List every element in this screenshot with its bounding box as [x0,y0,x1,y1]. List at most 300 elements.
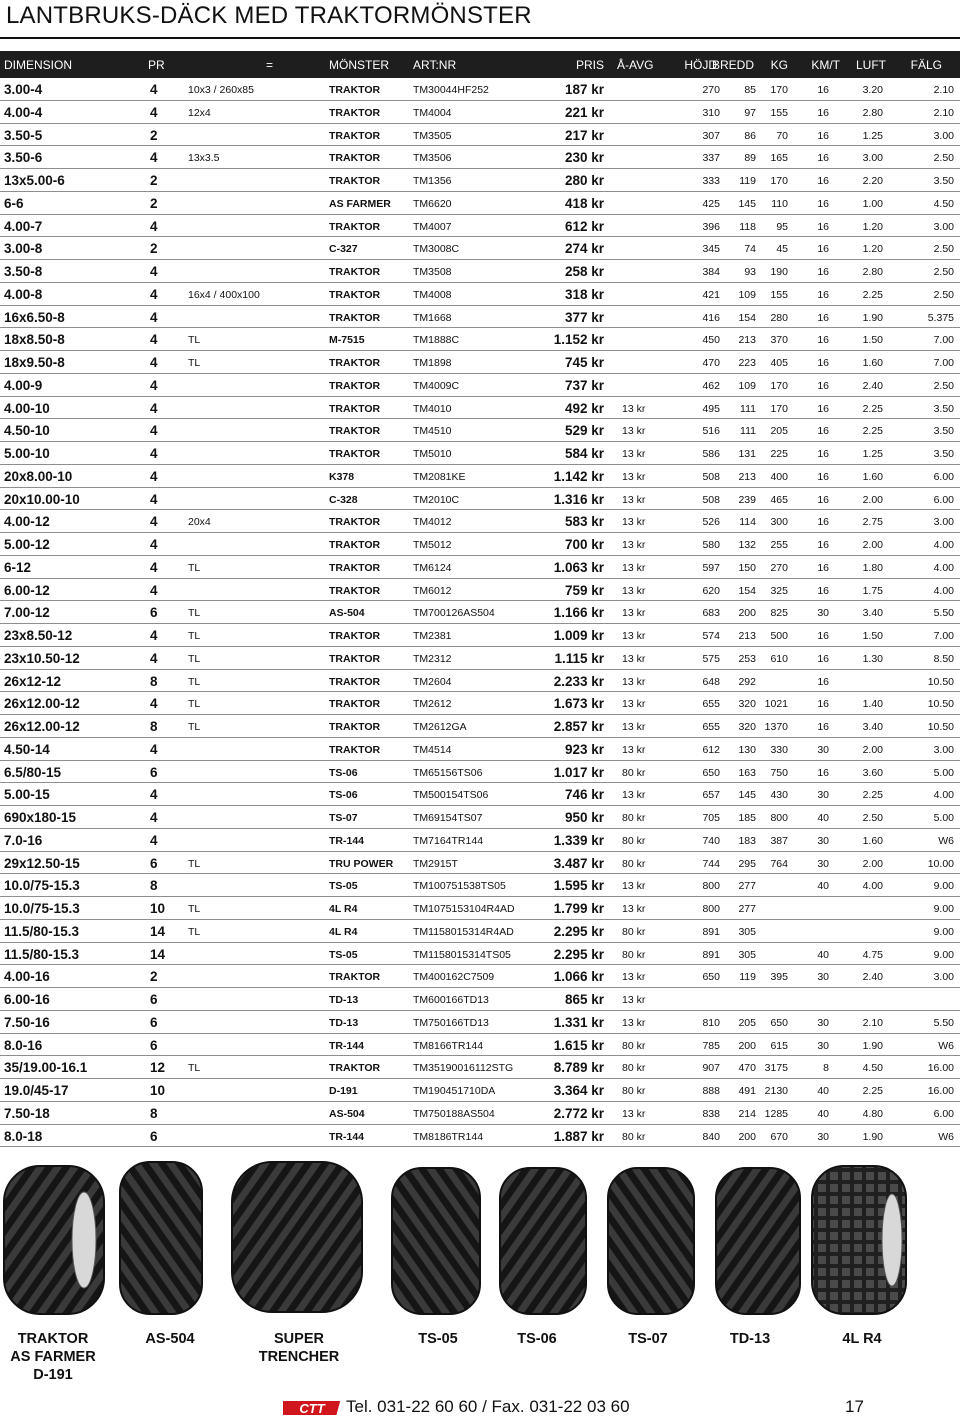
cell-bredd: 183 [738,834,756,847]
cell-aavg: 13 kr [622,493,646,506]
tire-super-trencher [232,1162,362,1312]
cell-kg: 430 [770,789,788,802]
cell-kg: 1370 [764,721,788,733]
cell-monster: TRAKTOR [329,630,381,642]
cell-dimension: 6-6 [4,195,24,211]
cell-kmt: 40 [817,948,829,961]
table-row [0,488,960,511]
cell-pris: 1.009 kr [553,628,604,643]
cell-artnr: TM2381 [413,630,452,642]
cell-artnr: TM8166TR144 [413,1039,484,1052]
cell-hojd: 597 [702,561,720,574]
cell-pris: 1.673 kr [553,696,604,712]
cell-dimension: 18x9.50-8 [4,355,65,370]
cell-aavg: 13 kr [622,994,646,1006]
cell-monster: TRAKTOR [329,84,381,96]
cell-bredd: 200 [738,607,756,620]
cell-kmt: 16 [817,425,829,438]
cell-falg: 16.00 [927,1085,954,1097]
cell-falg: W6 [938,834,954,847]
cell-artnr: TM3008C [413,243,460,256]
cell-dimension: 4.50-10 [4,423,50,439]
cell-pris: 221 kr [564,104,604,120]
cell-kg: 825 [770,607,788,620]
cell-pris: 492 kr [564,400,604,416]
cell-artnr: TM3508 [413,266,452,278]
cell-kg: 300 [770,516,788,529]
header-pr: PR [148,58,165,72]
ctt-logo [283,1398,341,1423]
tire-label-ts05: TS-05 [418,1331,458,1347]
cell-hojd: 785 [702,1039,720,1052]
cell-pr: 4 [150,150,158,166]
cell-pr: 6 [150,1037,158,1053]
cell-kg: 610 [770,652,788,665]
cell-artnr: TM6620 [413,197,452,210]
cell-falg: 5.375 [927,311,954,324]
cell-dimension: 20x10.00-10 [4,491,80,507]
cell-monster: TRAKTOR [329,971,381,984]
table-row [0,647,960,670]
cell-kg: 170 [770,84,788,96]
cell-bredd: 200 [738,1039,756,1052]
cell-pr: 10 [150,1083,166,1098]
cell-kg: 405 [770,357,788,369]
tire-td13 [716,1168,800,1314]
table-row [0,101,960,124]
cell-kg: 155 [770,106,788,119]
cell-aavg: 13 kr [622,903,646,915]
cell-bredd: 89 [744,152,756,165]
cell-pr: 4 [150,741,158,757]
cell-pris: 187 kr [564,82,604,97]
cell-artnr: TM8186TR144 [413,1130,484,1143]
header-kg: KG [770,58,788,72]
cell-dimension: 20x8.00-10 [4,468,73,484]
cell-pr: 4 [150,332,158,348]
cell-dimension: 26x12.00-12 [4,696,80,712]
table-row [0,533,960,556]
cell-bredd: 213 [738,470,756,483]
table-row [0,146,960,169]
cell-kmt: 30 [817,834,829,847]
cell-falg: 3.00 [933,220,954,233]
cell-artnr: TM6012 [413,584,452,597]
cell-aavg: 13 kr [622,789,646,802]
cell-luft: 1.25 [862,448,883,460]
cell-artnr: TM1158015314R4AD [413,925,514,938]
cell-bredd: 277 [738,903,756,915]
cell-falg: 3.00 [933,129,954,142]
cell-pris: 1.339 kr [553,832,604,848]
cell-hojd: 270 [702,84,720,96]
cell-falg: 4.00 [933,539,954,551]
cell-kg: 165 [770,152,788,165]
cell-pr: 10 [150,901,166,916]
cell-falg: 5.50 [933,607,954,620]
cell-hojd: 891 [702,948,720,961]
cell-hojd: 840 [702,1130,720,1143]
cell-kg: 330 [770,743,788,756]
table-row [0,783,960,806]
cell-luft: 1.60 [862,357,883,369]
cell-falg: 9.00 [933,880,954,893]
cell-artnr: TM65156TS06 [413,766,483,779]
tire-ts06 [500,1168,586,1314]
table-row [0,351,960,374]
cell-aavg: 80 kr [622,1039,646,1052]
cell-monster: TRAKTOR [329,675,381,688]
cell-aavg: 13 kr [622,630,646,642]
cell-luft: 1.60 [862,834,883,847]
cell-falg: 4.00 [933,789,954,802]
cell-pris: 584 kr [564,446,604,461]
cell-bredd: 93 [744,266,756,278]
cell-falg: 4.00 [933,584,954,597]
cell-aavg: 13 kr [622,971,646,984]
cell-kg: 170 [770,379,788,392]
cell-kmt: 16 [817,766,829,779]
cell-bredd: 111 [740,425,756,438]
cell-falg: 9.00 [933,925,954,938]
cell-artnr: TM700126AS504 [413,607,495,620]
cell-pr: 4 [150,628,158,643]
cell-luft: 4.50 [862,1062,883,1075]
cell-hojd: 888 [702,1085,720,1097]
cell-monster: TRAKTOR [329,425,381,438]
cell-monster: AS-504 [329,607,365,620]
cell-kmt: 16 [817,288,829,301]
cell-artnr: TM4510 [413,425,452,438]
cell-kmt: 16 [817,129,829,142]
cell-dimension: 6.00-16 [4,992,50,1007]
cell-kg: 95 [776,220,788,233]
cell-pris: 612 kr [564,218,604,234]
cell-kg: 1021 [764,698,788,711]
cell-pris: 583 kr [564,514,604,530]
cell-bredd: 305 [738,948,756,961]
cell-kmt: 16 [817,243,829,256]
cell-eq: TL [188,1062,201,1075]
header-bredd: BREDD [711,58,754,72]
cell-kmt: 16 [817,197,829,210]
table-row [0,829,960,852]
cell-pr: 4 [150,423,158,439]
cell-kmt: 16 [817,584,829,597]
cell-artnr: TM69154TS07 [413,812,483,824]
cell-monster: AS-504 [329,1107,365,1120]
cell-hojd: 333 [702,175,720,187]
cell-eq: TL [188,630,201,642]
cell-dimension: 4.50-14 [4,741,50,757]
cell-pris: 1.595 kr [553,878,604,894]
cell-hojd: 574 [702,630,720,642]
cell-kmt: 30 [817,789,829,802]
cell-bredd: 74 [744,243,756,256]
cell-bredd: 130 [738,743,756,756]
cell-hojd: 620 [702,584,720,597]
cell-luft: 3.40 [862,721,883,733]
tire-label-ts07: TS-07 [628,1331,668,1347]
cell-artnr: TM1356 [413,175,452,187]
table-row [0,579,960,602]
cell-hojd: 310 [702,106,720,119]
cell-monster: TRAKTOR [329,129,381,142]
cell-falg: 2.50 [933,288,954,301]
cell-aavg: 80 kr [622,834,646,847]
table-row [0,215,960,238]
cell-aavg: 13 kr [622,607,646,620]
cell-monster: TRAKTOR [329,561,381,574]
cell-bredd: 131 [738,448,756,460]
cell-eq: TL [188,925,201,938]
cell-aavg: 13 kr [622,1107,646,1120]
cell-artnr: TM3505 [413,129,452,142]
cell-bredd: 470 [738,1062,756,1075]
cell-hojd: 416 [702,311,720,324]
cell-dimension: 8.0-18 [4,1128,43,1144]
cell-artnr: TM1888C [413,334,460,347]
cell-luft: 2.25 [862,789,883,802]
cell-hojd: 891 [702,925,720,938]
tire-images [0,1158,960,1318]
cell-aavg: 13 kr [622,698,646,711]
cell-kg: 155 [770,288,788,301]
cell-bredd: 320 [738,721,756,733]
cell-dimension: 3.00-4 [4,82,43,97]
table-body [0,78,960,1147]
cell-luft: 1.30 [862,652,883,665]
header-aavg: Å-AVG [617,58,654,72]
cell-pris: 759 kr [564,582,604,598]
cell-pris: 1.017 kr [553,764,604,780]
cell-pr: 6 [150,605,158,621]
table-row [0,1056,960,1079]
cell-dimension: 23x10.50-12 [4,650,80,666]
cell-kmt: 16 [817,311,829,324]
cell-hojd: 396 [702,220,720,233]
cell-pris: 280 kr [564,173,604,188]
cell-pr: 6 [150,855,158,871]
cell-monster: TRAKTOR [329,448,381,460]
cell-kmt: 16 [817,357,829,369]
cell-pr: 4 [150,787,158,803]
cell-artnr: TM500154TS06 [413,789,489,802]
cell-kmt: 40 [817,880,829,893]
cell-pris: 865 kr [564,992,604,1007]
cell-dimension: 5.00-10 [4,446,50,461]
cell-pris: 529 kr [564,423,604,439]
cell-pris: 737 kr [564,377,604,393]
cell-falg: 9.00 [933,948,954,961]
cell-monster: 4L R4 [329,903,358,915]
cell-pr: 4 [150,400,158,416]
cell-monster: TR-144 [329,1039,365,1052]
tire-label-traktor: TRAKTOR AS FARMER D-191 [10,1331,96,1383]
cell-hojd: 307 [702,129,720,142]
cell-monster: TRAKTOR [329,220,381,233]
cell-aavg: 80 kr [622,1085,646,1097]
cell-kg: 205 [770,425,788,438]
cell-monster: TRAKTOR [329,652,381,665]
cell-kg: 190 [770,266,788,278]
table-row [0,1102,960,1125]
cell-artnr: TM4008 [413,288,452,301]
cell-luft: 4.75 [862,948,883,961]
cell-eq: 16x4 / 400x100 [188,288,260,301]
cell-eq: TL [188,903,201,915]
cell-pr: 2 [150,127,158,143]
cell-falg: 10.50 [927,721,954,733]
cell-pr: 14 [150,923,166,939]
cell-kmt: 16 [817,721,829,733]
cell-aavg: 13 kr [622,652,646,665]
cell-kg: 255 [770,539,788,551]
cell-aavg: 80 kr [622,948,646,961]
cell-bredd: 213 [738,630,756,642]
cell-eq: 20x4 [188,516,211,529]
cell-dimension: 5.00-12 [4,537,50,552]
cell-artnr: TM5010 [413,448,452,460]
cell-pr: 4 [150,832,158,848]
cell-monster: TRAKTOR [329,106,381,119]
cell-falg: 2.10 [933,106,954,119]
cell-hojd: 425 [702,197,720,210]
cell-luft: 2.40 [862,971,883,984]
cell-kg: 325 [770,584,788,597]
cell-hojd: 586 [702,448,720,460]
cell-luft: 4.80 [862,1107,883,1120]
cell-pr: 4 [150,286,158,302]
cell-pr: 14 [150,946,166,962]
cell-falg: W6 [938,1039,954,1052]
cell-falg: W6 [938,1130,954,1143]
cell-luft: 2.80 [862,266,883,278]
cell-dimension: 7.0-16 [4,832,43,848]
cell-artnr: TM750166TD13 [413,1016,489,1029]
table-row [0,556,960,579]
cell-bredd: 320 [738,698,756,711]
cell-monster: C-327 [329,243,358,256]
cell-dimension: 10.0/75-15.3 [4,878,80,894]
table-row [0,283,960,306]
cell-monster: TRAKTOR [329,288,381,301]
cell-pris: 8.789 kr [553,1060,604,1076]
cell-luft: 1.00 [862,197,883,210]
cell-artnr: TM4009C [413,379,460,392]
cell-pris: 318 kr [564,286,604,302]
cell-falg: 9.00 [933,903,954,915]
cell-pr: 6 [150,764,158,780]
table-row [0,715,960,738]
cell-luft: 2.00 [862,743,883,756]
cell-pr: 4 [150,514,158,530]
cell-pr: 12 [150,1060,166,1076]
cell-eq: 10x3 / 260x85 [188,84,254,96]
cell-kmt: 30 [817,1016,829,1029]
cell-artnr: TM35190016112STG [413,1062,514,1075]
cell-artnr: TM5012 [413,539,452,551]
cell-hojd: 800 [702,903,720,915]
cell-monster: K378 [329,470,355,483]
cell-falg: 5.00 [933,812,954,824]
cell-artnr: TM2312 [413,652,452,665]
cell-artnr: TM4004 [413,106,452,119]
tire-ts05 [392,1168,480,1314]
cell-luft: 1.80 [862,561,883,574]
cell-falg: 4.50 [933,197,954,210]
cell-falg: 3.50 [933,425,954,438]
table-row [0,1079,960,1102]
cell-eq: TL [188,652,201,665]
cell-bredd: 119 [739,971,756,984]
cell-pris: 950 kr [564,810,604,825]
table-row [0,169,960,192]
cell-monster: TRU POWER [329,857,394,870]
cell-pris: 1.166 kr [553,605,604,621]
header-falg: FÄLG [910,58,942,72]
cell-luft: 1.40 [862,698,883,711]
cell-luft: 2.80 [862,106,883,119]
cell-monster: TS-06 [329,789,358,802]
cell-dimension: 3.50-8 [4,264,43,279]
cell-bredd: 154 [738,311,756,324]
table-row [0,852,960,875]
table-row [0,897,960,920]
cell-dimension: 4.00-4 [4,104,43,120]
cell-bredd: 239 [738,493,756,506]
cell-falg: 5.00 [933,766,954,779]
cell-hojd: 810 [702,1016,720,1029]
title-underline [0,37,960,39]
cell-dimension: 26x12-12 [4,673,62,689]
cell-kg: 280 [770,311,788,324]
tire-label-td13: TD-13 [729,1331,771,1347]
cell-pris: 3.364 kr [553,1083,604,1098]
cell-hojd: 683 [702,607,720,620]
cell-luft: 2.75 [862,516,883,529]
tire-label-super-trencher: SUPER TRENCHER [258,1331,340,1365]
cell-eq: TL [188,698,201,711]
cell-pris: 746 kr [564,787,604,803]
cell-bredd: 154 [738,584,756,597]
cell-falg: 16.00 [927,1062,954,1075]
cell-pris: 2.295 kr [553,946,604,962]
cell-monster: TS-05 [329,948,358,961]
cell-artnr: TM4514 [413,743,452,756]
header-hojd: HÖJD [684,58,717,72]
cell-kmt: 8 [823,1062,829,1075]
cell-luft: 1.90 [862,1130,883,1143]
cell-falg: 3.50 [933,448,954,460]
cell-falg: 7.00 [933,630,954,642]
cell-falg: 3.00 [933,971,954,984]
cell-bredd: 163 [738,766,756,779]
cell-dimension: 4.00-9 [4,377,43,393]
cell-pris: 2.295 kr [553,923,604,939]
cell-pr: 6 [150,1128,158,1144]
cell-pr: 8 [150,878,158,894]
cell-hojd: 337 [702,152,720,165]
cell-dimension: 7.50-18 [4,1105,50,1121]
cell-dimension: 7.00-12 [4,605,50,621]
cell-artnr: TM750188AS504 [413,1107,495,1120]
cell-monster: TD-13 [329,994,359,1006]
cell-pr: 4 [150,377,158,393]
cell-monster: 4L R4 [329,925,358,938]
cell-pr: 4 [150,355,158,370]
cell-hojd: 657 [702,789,720,802]
